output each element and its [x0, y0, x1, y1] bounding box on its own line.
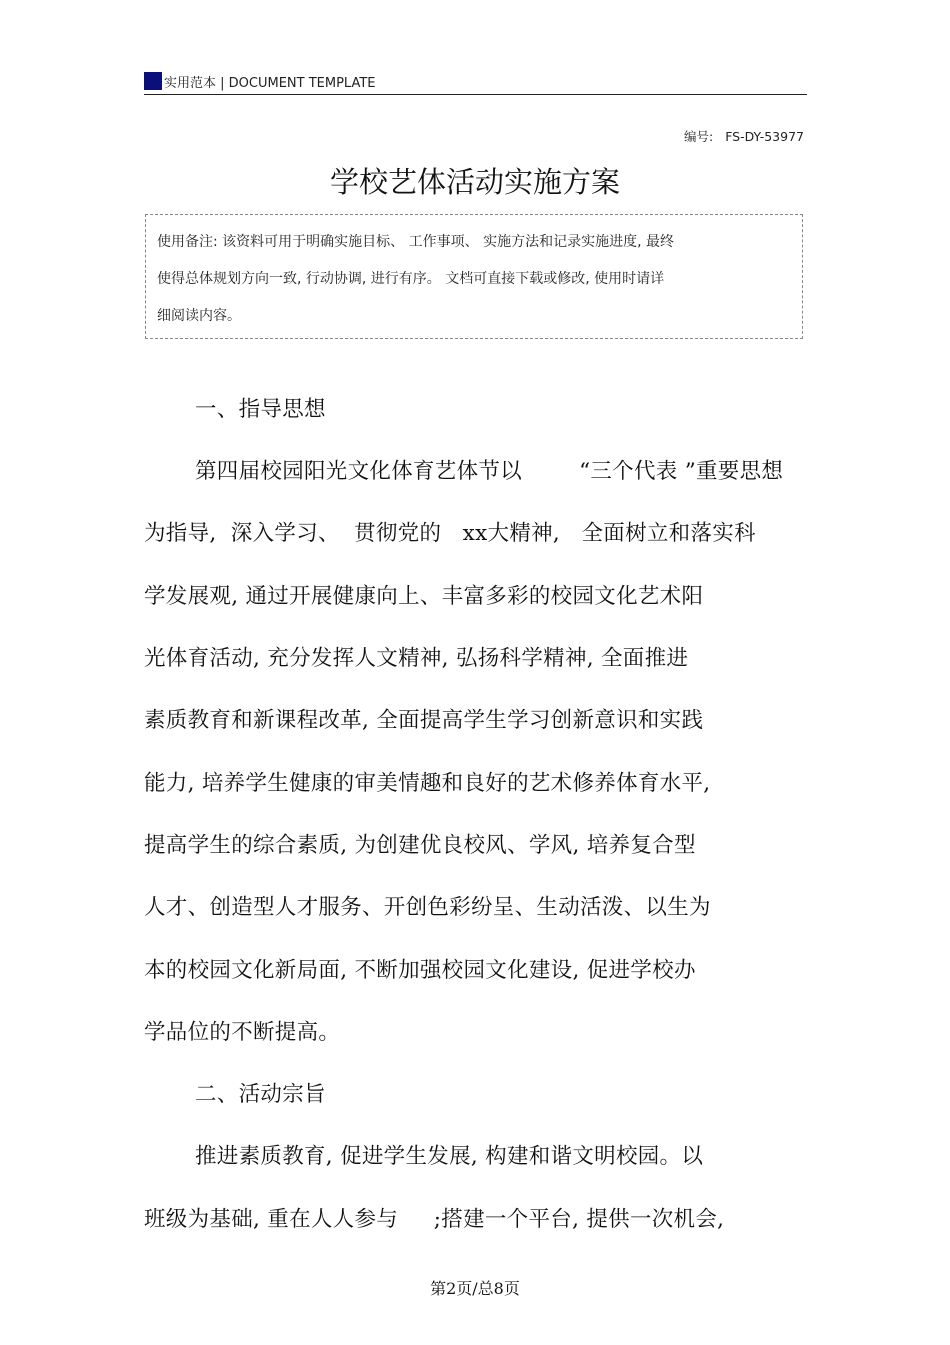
paragraph-line: 本的校园文化新局面, 不断加强校园文化建设, 促进学校办	[144, 958, 696, 983]
document-number-label: 编号:	[683, 129, 714, 144]
usage-note-line: 细阅读内容。	[157, 308, 241, 324]
paragraph-line: 素质教育和新课程改革, 全面提高学生学习创新意识和实践	[144, 708, 704, 733]
document-number-value: FS-DY-53977	[725, 129, 804, 144]
paragraph-line: 推进素质教育, 促进学生发展, 构建和谐文明校园。以	[195, 1144, 704, 1169]
paragraph-line: 人才、创造型人才服务、开创色彩纷呈、生动活泼、以生为	[144, 895, 711, 920]
paragraph-line: 为指导, 深入学习、 贯彻党的 xx大精神, 全面树立和落实科	[144, 521, 756, 546]
page-footer: 第2页/总8页	[430, 1279, 520, 1298]
paragraph-line: 班级为基础, 重在人人参与 ;搭建一个平台, 提供一次机会,	[144, 1207, 725, 1232]
paragraph-line: 学发展观, 通过开展健康向上、丰富多彩的校园文化艺术阳	[144, 584, 704, 609]
document-title: 学校艺体活动实施方案	[329, 165, 620, 199]
usage-note-line: 使用备注: 该资料可用于明确实施目标、 工作事项、 实施方法和记录实施进度, 最终	[157, 234, 674, 250]
usage-note-box	[145, 214, 803, 339]
brand-square-icon	[144, 72, 162, 90]
document-number	[672, 127, 804, 145]
paragraph-line: 第四届校园阳光文化体育艺体节以 “三个代表 ”重要思想	[195, 459, 784, 484]
section-heading: 一、指导思想	[195, 397, 326, 422]
paragraph-line: 光体育活动, 充分发挥人文精神, 弘扬科学精神, 全面推进	[144, 646, 689, 671]
document-header	[144, 70, 807, 95]
usage-note-line: 使得总体规划方向一致, 行动协调, 进行有序。 文档可直接下载或修改, 使用时请详	[157, 271, 665, 287]
section-heading: 二、活动宗旨	[195, 1082, 326, 1107]
paragraph-line: 提高学生的综合素质, 为创建优良校风、学风, 培养复合型	[144, 833, 696, 858]
paragraph-line: 能力, 培养学生健康的审美情趣和良好的艺术修养体育水平,	[144, 771, 711, 796]
header-brand-text: 实用范本 | DOCUMENT TEMPLATE	[164, 76, 376, 91]
paragraph-line: 学品位的不断提高。	[144, 1020, 341, 1045]
